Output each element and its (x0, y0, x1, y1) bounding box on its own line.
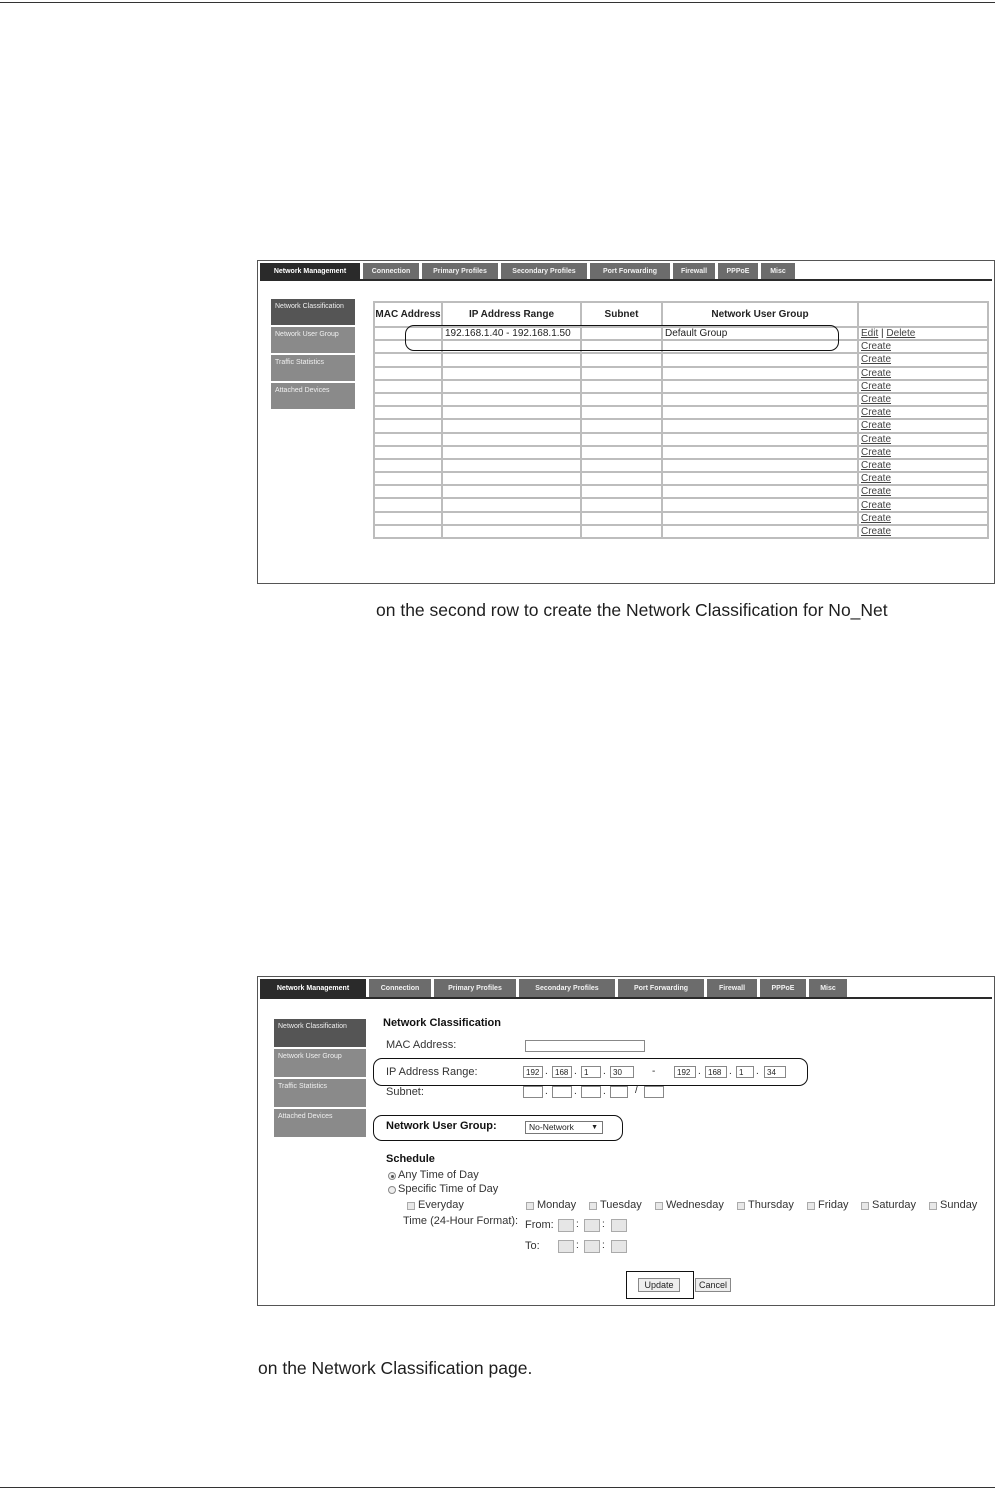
cell-group (662, 367, 858, 380)
cell-group (662, 380, 858, 393)
delete-link[interactable]: Delete (886, 328, 916, 340)
create-link[interactable]: Create (861, 525, 892, 537)
cell-ip-range (442, 380, 581, 393)
to-second-input[interactable] (611, 1240, 627, 1253)
tab-firewall[interactable]: Firewall (707, 979, 757, 997)
table-row (374, 512, 988, 525)
cell-subnet (581, 525, 662, 538)
cell-group (662, 433, 858, 446)
column-header-subnet: Subnet (581, 302, 662, 327)
specific-time-label: Specific Time of Day (398, 1183, 499, 1195)
cancel-button[interactable]: Cancel (695, 1278, 731, 1292)
create-link[interactable]: Create (861, 380, 892, 392)
cell-group (662, 498, 858, 511)
tab-primary-profiles[interactable]: Primary Profiles (434, 979, 516, 997)
day-label-friday: Friday (818, 1199, 849, 1211)
day-checkbox-tuesday[interactable] (589, 1202, 597, 1210)
cell-actions (858, 353, 988, 366)
cell-subnet (581, 353, 662, 366)
ip-start-octet-2[interactable]: 168 (552, 1066, 572, 1078)
ip-end-octet-1[interactable]: 192 (674, 1066, 696, 1078)
table-row (374, 433, 988, 446)
column-header-ip-range: IP Address Range (442, 302, 581, 327)
to-label: To: (525, 1240, 540, 1252)
subnet-octet-2[interactable] (552, 1086, 572, 1098)
cell-actions (858, 433, 988, 446)
caption-first-step: on the second row to create the Network Classification for No_Net (376, 600, 888, 620)
subnet-dot: . (603, 1086, 606, 1097)
sidebar-item-network-user-group[interactable]: Network User Group (274, 1049, 366, 1077)
edit-link[interactable]: Edit (861, 328, 879, 340)
tab-bar (260, 979, 992, 999)
tab-pppoe[interactable]: PPPoE (760, 979, 806, 997)
tab-misc[interactable]: Misc (809, 979, 847, 997)
ip-start-octet-1[interactable]: 192 (523, 1066, 543, 1078)
table-row (374, 367, 988, 380)
cell-mac (374, 498, 442, 511)
cell-subnet (581, 433, 662, 446)
schedule-title: Schedule (386, 1153, 435, 1165)
tab-port-forwarding[interactable]: Port Forwarding (618, 979, 704, 997)
tab-connection[interactable]: Connection (369, 979, 431, 997)
day-checkbox-monday[interactable] (526, 1202, 534, 1210)
table-row (374, 446, 988, 459)
cell-actions (858, 525, 988, 538)
cell-ip-range (442, 433, 581, 446)
highlight-box-update (626, 1271, 694, 1299)
table-row (374, 472, 988, 485)
sidebar-item-attached-devices[interactable]: Attached Devices (271, 383, 355, 409)
cell-subnet (581, 367, 662, 380)
cell-mac (374, 472, 442, 485)
sidebar-item-network-user-group[interactable]: Network User Group (271, 327, 355, 353)
ip-end-octet-4[interactable]: 34 (764, 1066, 786, 1078)
cell-ip-range (442, 512, 581, 525)
link-divider: | (881, 328, 884, 340)
cell-actions (858, 459, 988, 472)
cell-subnet (581, 485, 662, 498)
create-link[interactable]: Create (861, 394, 892, 406)
day-label-tuesday: Tuesday (600, 1199, 642, 1211)
highlight-oval-user-group (373, 1115, 623, 1141)
table-row (374, 380, 988, 393)
sidebar-item-network-classification[interactable]: Network Classification (271, 299, 355, 325)
sidebar-item-attached-devices[interactable]: Attached Devices (274, 1109, 366, 1137)
table-row (374, 498, 988, 511)
ip-dot: . (603, 1066, 606, 1077)
create-link[interactable]: Create (861, 407, 892, 419)
cell-actions (858, 512, 988, 525)
day-label-everyday: Everyday (418, 1199, 464, 1211)
create-link[interactable]: Create (861, 499, 892, 511)
cell-group (662, 459, 858, 472)
cell-subnet (581, 512, 662, 525)
to-hour-input[interactable] (558, 1240, 574, 1253)
table-row (374, 459, 988, 472)
day-label-wednesday: Wednesday (666, 1199, 724, 1211)
cell-group (662, 419, 858, 432)
cell-mac (374, 419, 442, 432)
tab-connection[interactable]: Connection (363, 263, 419, 279)
cell-ip-range (442, 446, 581, 459)
cell-subnet (581, 498, 662, 511)
cell-mac (374, 393, 442, 406)
cell-subnet (581, 393, 662, 406)
tab-port-forwarding[interactable]: Port Forwarding (590, 263, 670, 279)
from-minute-input[interactable] (584, 1219, 600, 1232)
create-link[interactable]: Create (861, 512, 892, 524)
tab-network-management[interactable]: Network Management (260, 263, 360, 279)
cell-actions (858, 419, 988, 432)
table-row (374, 525, 988, 538)
column-header-actions (858, 302, 988, 327)
cell-ip-range (442, 472, 581, 485)
day-label-thursday: Thursday (748, 1199, 794, 1211)
cell-group (662, 525, 858, 538)
highlight-oval-first-row (405, 325, 839, 351)
cell-group (662, 472, 858, 485)
cell-ip-range (442, 525, 581, 538)
subnet-slash: / (635, 1085, 638, 1096)
cell-actions (858, 367, 988, 380)
subnet-octet-4[interactable] (610, 1086, 628, 1098)
cell-subnet (581, 406, 662, 419)
cell-mac (374, 353, 442, 366)
cell-ip-range (442, 406, 581, 419)
ip-dot: . (698, 1066, 701, 1077)
cell-ip-range (442, 498, 581, 511)
day-checkbox-friday[interactable] (807, 1202, 815, 1210)
cell-actions (858, 498, 988, 511)
cell-actions (858, 327, 988, 340)
ip-dot: . (574, 1066, 577, 1077)
screenshot-network-classification-list (257, 260, 995, 584)
table-row (374, 406, 988, 419)
cell-group: Default Group (662, 327, 858, 340)
sidebar-item-traffic-statistics[interactable]: Traffic Statistics (271, 355, 355, 381)
cell-ip-range (442, 367, 581, 380)
cell-subnet (581, 380, 662, 393)
create-link[interactable]: Create (861, 433, 892, 445)
cell-group (662, 393, 858, 406)
create-link[interactable]: Create (861, 459, 892, 471)
table-row (374, 485, 988, 498)
day-checkbox-everyday[interactable] (407, 1202, 415, 1210)
ip-end-octet-3[interactable]: 1 (736, 1066, 754, 1078)
tab-secondary-profiles[interactable]: Secondary Profiles (519, 979, 615, 997)
form-title: Network Classification (383, 1017, 501, 1029)
ip-end-octet-2[interactable]: 168 (705, 1066, 727, 1078)
caption-second-step: on the Network Classification page. (258, 1358, 533, 1378)
subnet-dot: . (545, 1086, 548, 1097)
subnet-label: Subnet: (386, 1086, 424, 1098)
create-link[interactable]: Create (861, 486, 892, 498)
cell-mac (374, 459, 442, 472)
subnet-prefix-input[interactable] (644, 1086, 664, 1098)
day-checkbox-wednesday[interactable] (655, 1202, 663, 1210)
select-value: No-Network (529, 1122, 574, 1132)
cell-ip-range (442, 393, 581, 406)
network-user-group-label: Network User Group: (386, 1120, 497, 1132)
cell-ip-range: 192.168.1.40 - 192.168.1.50 (442, 327, 581, 340)
tab-firewall[interactable]: Firewall (673, 263, 715, 279)
ip-start-octet-4[interactable]: 30 (610, 1066, 634, 1078)
table-row (374, 419, 988, 432)
cell-actions (858, 485, 988, 498)
column-header-group: Network User Group (662, 302, 858, 327)
cell-mac (374, 512, 442, 525)
day-label-sunday: Sunday (940, 1199, 978, 1211)
from-hour-input[interactable] (558, 1219, 574, 1232)
sidebar-item-traffic-statistics[interactable]: Traffic Statistics (274, 1079, 366, 1107)
time-colon: : (602, 1219, 605, 1230)
tab-bar (260, 263, 992, 281)
cell-mac (374, 380, 442, 393)
subnet-dot: . (574, 1086, 577, 1097)
mac-address-label: MAC Address: (386, 1039, 457, 1051)
bottom-rule (0, 1487, 995, 1488)
cell-mac (374, 446, 442, 459)
tab-secondary-profiles[interactable]: Secondary Profiles (501, 263, 587, 279)
cell-mac (374, 367, 442, 380)
cell-subnet (581, 419, 662, 432)
cell-group (662, 406, 858, 419)
any-time-label: Any Time of Day (398, 1169, 479, 1181)
mac-address-input[interactable] (525, 1040, 645, 1052)
top-rule (0, 2, 995, 3)
ip-dot: . (756, 1066, 759, 1077)
cell-actions (858, 380, 988, 393)
from-second-input[interactable] (611, 1219, 627, 1232)
cell-actions (858, 393, 988, 406)
ip-dot: . (545, 1066, 548, 1077)
day-label-saturday: Saturday (872, 1199, 917, 1211)
cell-subnet (581, 459, 662, 472)
cell-mac (374, 525, 442, 538)
ip-range-label: IP Address Range: (386, 1066, 478, 1078)
ip-dot: . (729, 1066, 732, 1077)
table-row (374, 393, 988, 406)
cell-group (662, 512, 858, 525)
cell-actions (858, 340, 988, 353)
cell-mac (374, 485, 442, 498)
specific-time-radio[interactable] (388, 1186, 396, 1194)
day-checkbox-saturday[interactable] (861, 1202, 869, 1210)
from-label: From: (525, 1219, 554, 1231)
cell-mac (374, 433, 442, 446)
cell-ip-range (442, 459, 581, 472)
cell-actions (858, 406, 988, 419)
tab-network-management[interactable]: Network Management (260, 979, 366, 997)
cell-actions (858, 446, 988, 459)
create-link[interactable]: Create (861, 367, 892, 379)
screenshot-network-classification-form (257, 976, 995, 1306)
create-link[interactable]: Create (861, 341, 892, 353)
day-checkbox-thursday[interactable] (737, 1202, 745, 1210)
time-colon: : (576, 1240, 579, 1251)
ip-start-octet-3[interactable]: 1 (581, 1066, 601, 1078)
any-time-radio[interactable] (388, 1172, 396, 1180)
sidebar-item-network-classification[interactable]: Network Classification (274, 1019, 366, 1047)
create-link[interactable]: Create (861, 446, 892, 458)
subnet-octet-3[interactable] (581, 1086, 601, 1098)
column-header-mac: MAC Address (374, 302, 442, 327)
ip-range-dash: - (652, 1066, 656, 1077)
create-link[interactable]: Create (861, 354, 892, 366)
cell-actions (858, 472, 988, 485)
time-format-label: Time (24-Hour Format): (403, 1215, 519, 1227)
cell-ip-range (442, 485, 581, 498)
cell-group (662, 485, 858, 498)
create-link[interactable]: Create (861, 420, 892, 432)
cell-group (662, 353, 858, 366)
cell-group (662, 446, 858, 459)
time-colon: : (602, 1240, 605, 1251)
cell-ip-range (442, 419, 581, 432)
time-colon: : (576, 1219, 579, 1230)
cell-ip-range (442, 353, 581, 366)
update-button[interactable]: Update (638, 1278, 680, 1292)
cell-mac (374, 406, 442, 419)
cell-subnet (581, 446, 662, 459)
subnet-octet-1[interactable] (523, 1086, 543, 1098)
dropdown-arrow-icon: ▼ (591, 1124, 598, 1131)
create-link[interactable]: Create (861, 473, 892, 485)
day-label-monday: Monday (537, 1199, 577, 1211)
table-row (374, 353, 988, 366)
tab-misc[interactable]: Misc (761, 263, 795, 279)
to-minute-input[interactable] (584, 1240, 600, 1253)
tab-pppoe[interactable]: PPPoE (718, 263, 758, 279)
day-checkbox-sunday[interactable] (929, 1202, 937, 1210)
tab-primary-profiles[interactable]: Primary Profiles (422, 263, 498, 279)
cell-subnet (581, 472, 662, 485)
highlight-oval-ip-range (373, 1058, 808, 1086)
